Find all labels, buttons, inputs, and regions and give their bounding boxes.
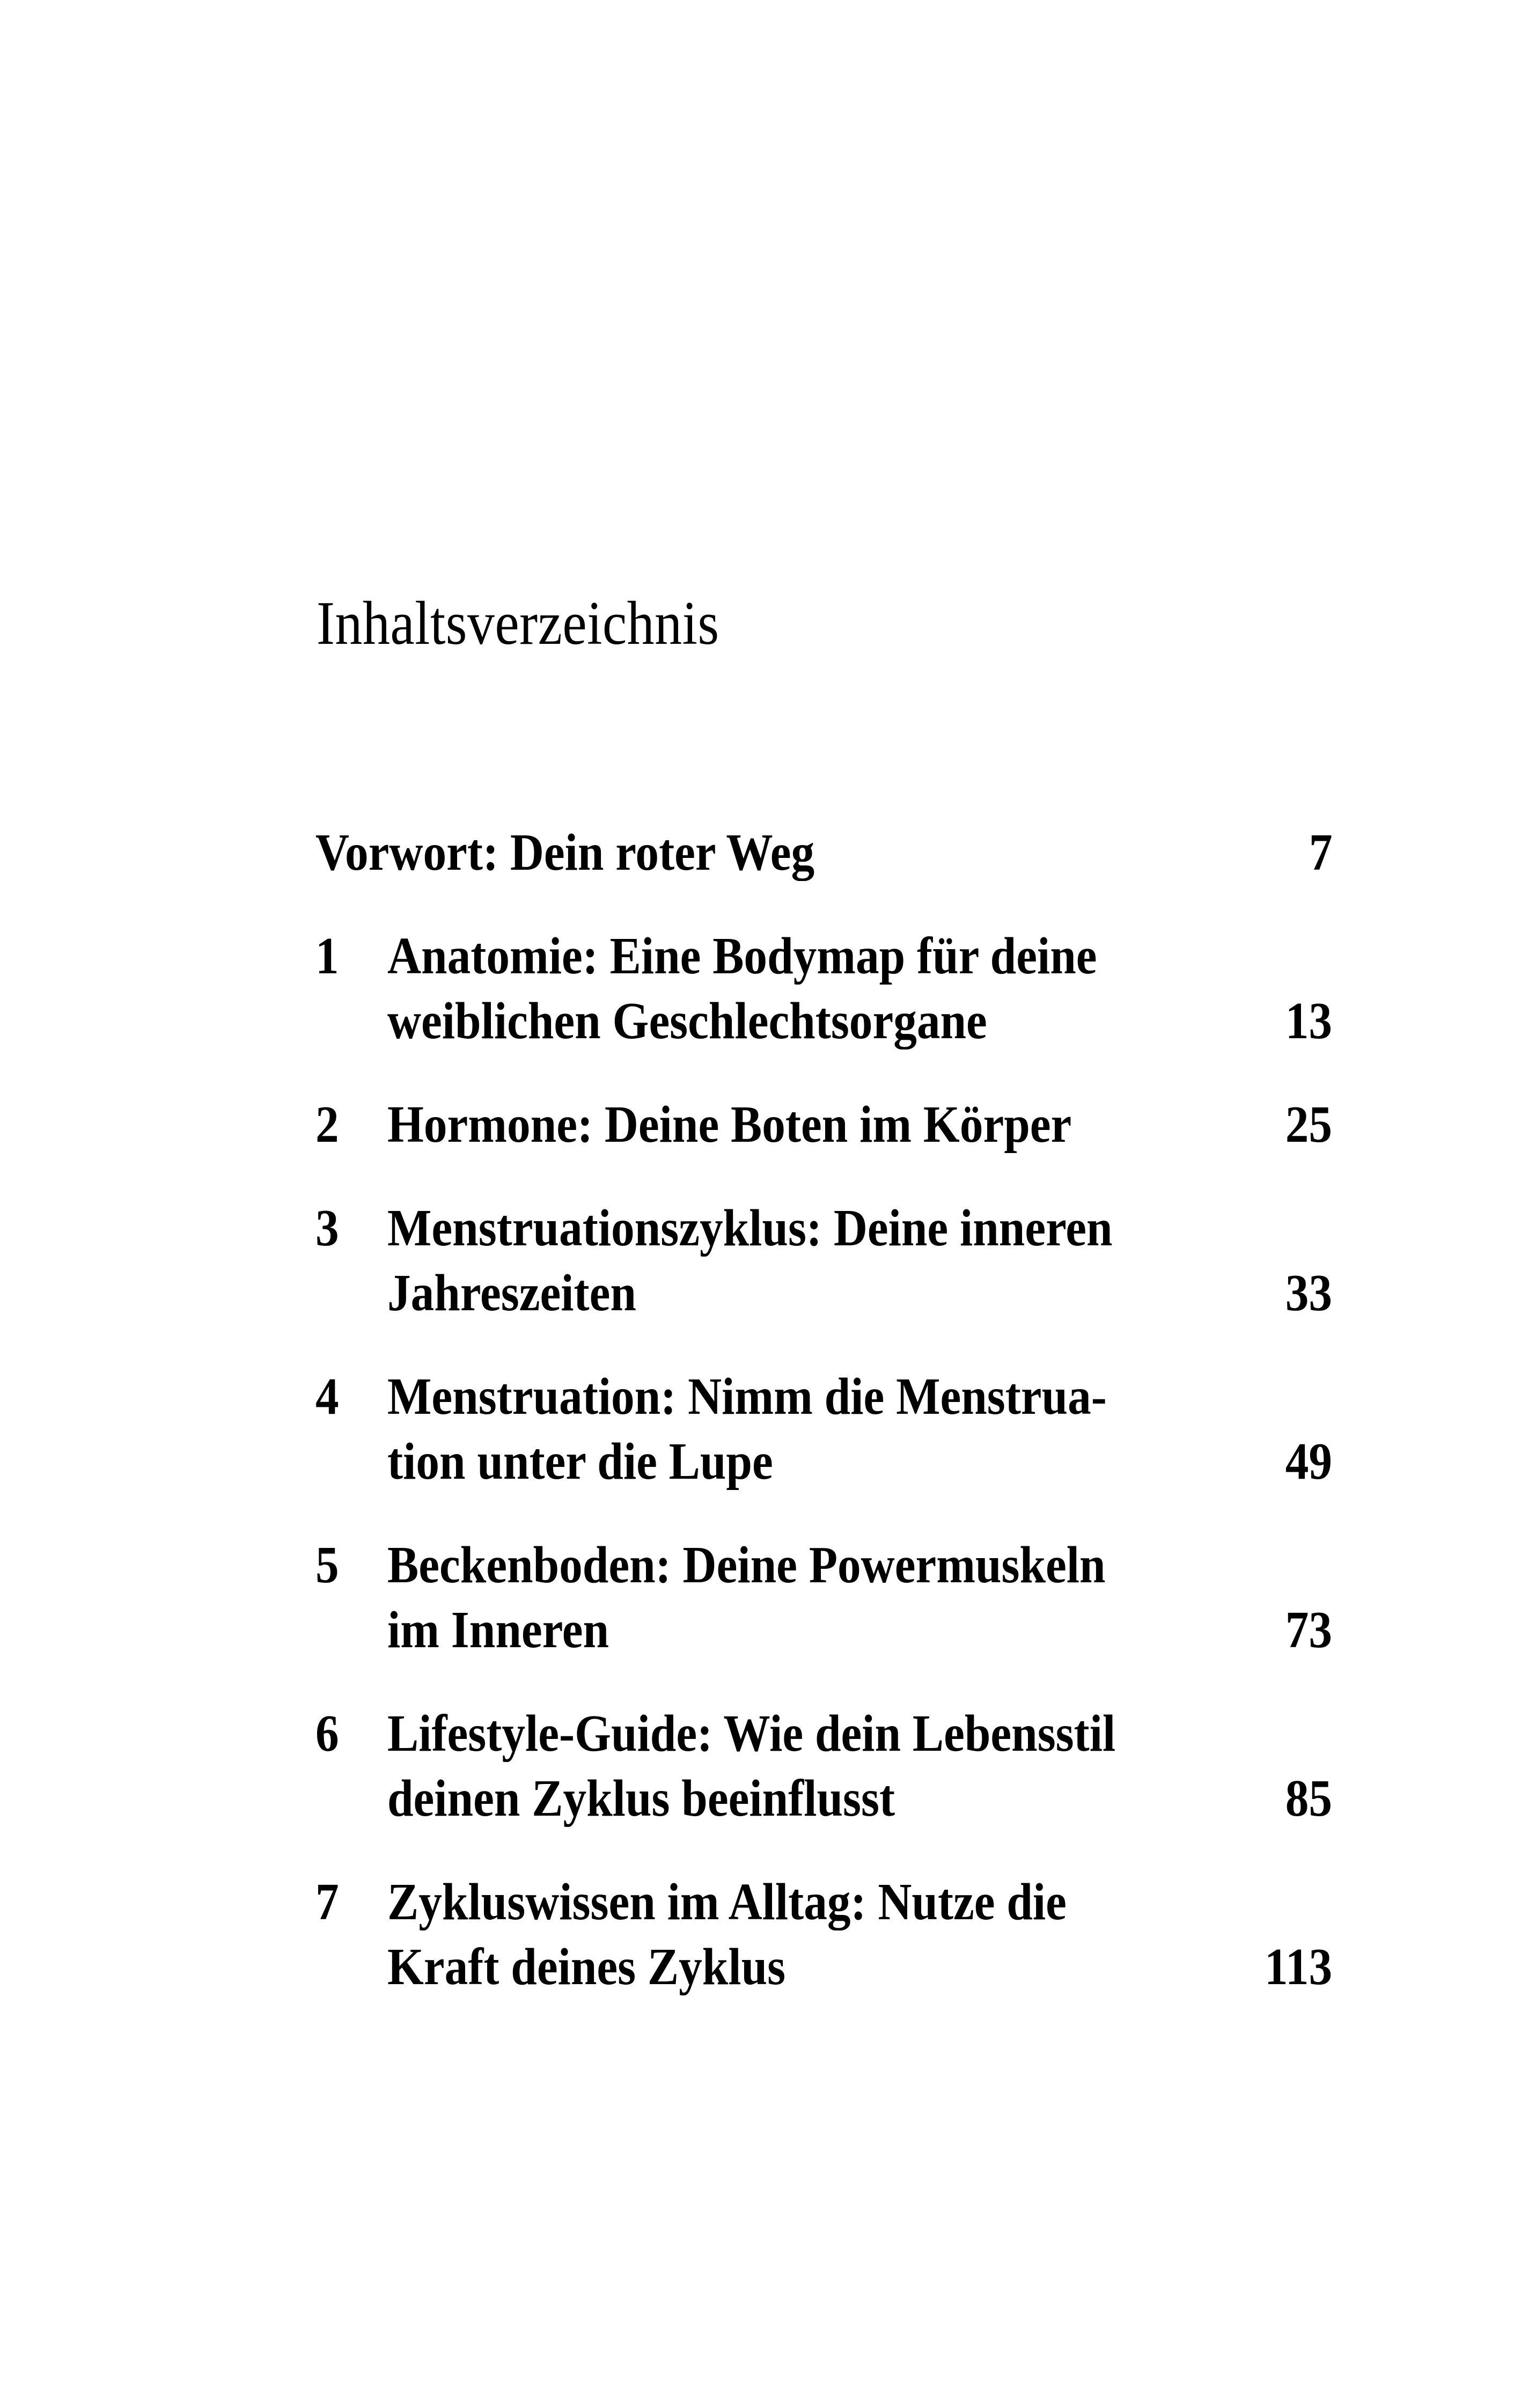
toc-entry[interactable] bbox=[0, 1195, 1521, 1325]
toc-entry-line bbox=[0, 1701, 1521, 1766]
toc-entry-title: Jahreszeiten bbox=[387, 1264, 636, 1322]
toc-entry-number: 5 bbox=[315, 1536, 339, 1594]
toc-entry-line bbox=[0, 988, 1521, 1053]
toc-entry-title: Kraft deines Zyklus bbox=[387, 1938, 786, 1995]
toc-entry-title: Menstruation: Nimm die Menstrua- bbox=[387, 1368, 1107, 1425]
toc-entry[interactable] bbox=[0, 1532, 1521, 1662]
toc-entry-line bbox=[0, 1532, 1521, 1597]
toc-entry-page-number: 49 bbox=[1285, 1433, 1332, 1490]
toc-entry[interactable] bbox=[0, 820, 1521, 885]
toc-entry-line bbox=[0, 1597, 1521, 1662]
toc-entry-title: im Inneren bbox=[387, 1601, 609, 1658]
toc-entry-line bbox=[0, 1934, 1521, 1999]
toc-entry[interactable] bbox=[0, 1364, 1521, 1494]
toc-entry-line bbox=[0, 1092, 1521, 1157]
toc-entry-number: 2 bbox=[315, 1096, 339, 1153]
toc-entry-title: Lifestyle-Guide: Wie dein Lebensstil bbox=[387, 1705, 1116, 1762]
toc-entry-page-number: 113 bbox=[1264, 1938, 1332, 1995]
toc-entry-number: 3 bbox=[315, 1199, 339, 1257]
toc-entry-number: 6 bbox=[315, 1705, 339, 1762]
toc-entry-line bbox=[0, 1364, 1521, 1429]
toc-entry-title: weiblichen Geschlechtsorgane bbox=[387, 992, 987, 1049]
toc-entry[interactable] bbox=[0, 1092, 1521, 1157]
toc-entry-line bbox=[0, 1869, 1521, 1934]
toc-entry-title: tion unter die Lupe bbox=[387, 1433, 773, 1490]
toc-entry-page-number: 25 bbox=[1285, 1096, 1332, 1153]
toc-entry-title: Anatomie: Eine Bodymap für deine bbox=[387, 927, 1097, 985]
toc-entry-title: Menstruationszyklus: Deine inneren bbox=[387, 1199, 1113, 1257]
toc-entry[interactable] bbox=[0, 923, 1521, 1053]
toc-entry-number: 7 bbox=[315, 1873, 339, 1930]
toc-entry-line bbox=[0, 923, 1521, 988]
page-title: Inhaltsverzeichnis bbox=[317, 589, 719, 658]
toc-entry-title: Hormone: Deine Boten im Körper bbox=[387, 1096, 1072, 1153]
toc-entry-page-number: 7 bbox=[1309, 824, 1332, 881]
toc-entry-number: 4 bbox=[315, 1368, 339, 1425]
toc-entry-list bbox=[0, 820, 1521, 1999]
toc-entry-page-number: 13 bbox=[1285, 992, 1332, 1049]
toc-entry-page-number: 33 bbox=[1285, 1264, 1332, 1322]
toc-entry-line bbox=[0, 1260, 1521, 1325]
toc-entry-line bbox=[0, 820, 1521, 885]
toc-entry-line bbox=[0, 1429, 1521, 1494]
toc-entry-title: deinen Zyklus beeinflusst bbox=[387, 1770, 895, 1827]
toc-entry-title: Zykluswissen im Alltag: Nutze die bbox=[387, 1873, 1067, 1930]
toc-entry-page-number: 85 bbox=[1285, 1770, 1332, 1827]
toc-entry[interactable] bbox=[0, 1701, 1521, 1831]
toc-entry-line bbox=[0, 1766, 1521, 1831]
toc-entry-number: 1 bbox=[315, 927, 339, 985]
toc-entry-title: Vorwort: Dein roter Weg bbox=[315, 824, 815, 881]
toc-entry[interactable] bbox=[0, 1869, 1521, 1999]
toc-entry-line bbox=[0, 1195, 1521, 1260]
toc-entry-title: Beckenboden: Deine Powermuskeln bbox=[387, 1536, 1106, 1594]
toc-entry-page-number: 73 bbox=[1285, 1601, 1332, 1658]
